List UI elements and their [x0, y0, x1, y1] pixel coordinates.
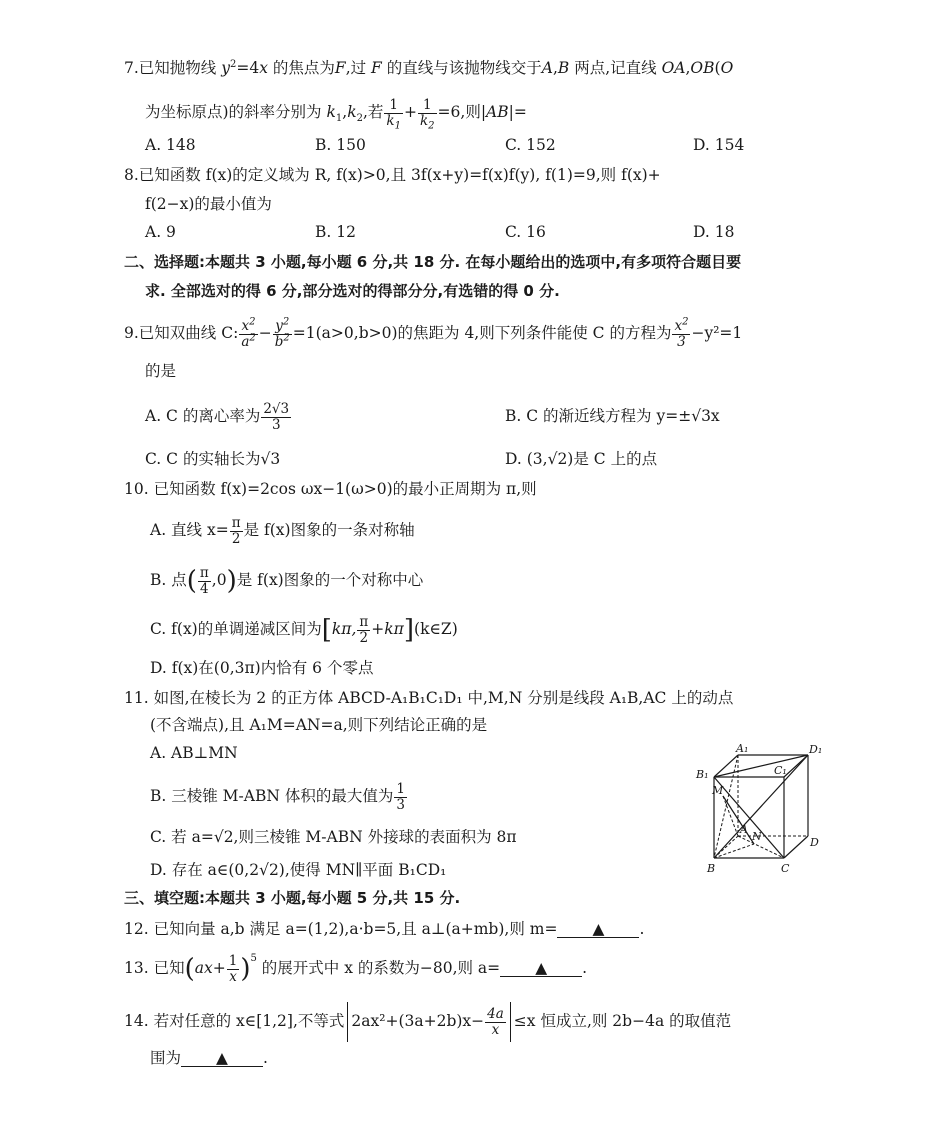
q7-number: 7.	[124, 59, 139, 77]
q9-frac-x3	[672, 316, 690, 350]
q7-var-x: x	[259, 59, 268, 77]
q8-option-c: C. 16	[505, 223, 546, 241]
q7-var-f2: F	[371, 59, 382, 77]
q9-minus: −	[258, 324, 272, 342]
section-3-heading: 三、填空题:本题共 3 小题,每小题 5 分,共 15 分.	[124, 889, 461, 907]
q9-line2: 的是	[145, 362, 177, 380]
q7-frac-2-sub: 2	[428, 120, 435, 132]
q7-exp: 2	[230, 58, 237, 70]
q10-option-a-text-b: 是 f(x)图象的一条对称轴	[243, 521, 415, 539]
q10-option-c-text-b: (k∈Z)	[414, 620, 458, 638]
q10-option-b-frac	[198, 566, 211, 597]
label-b1: B₁	[696, 768, 709, 781]
q8-option-a: A. 9	[145, 223, 176, 241]
q7-comma: ,	[552, 59, 558, 77]
label-a1: A₁	[736, 742, 749, 755]
q11-line1: 11. 如图,在棱长为 2 的正方体 ABCD-A₁B₁C₁D₁ 中,M,N 分别是线段 A₁B,AC 上的动点	[124, 689, 734, 707]
q11-option-b-frac	[394, 782, 407, 813]
q7-k2-sub: 2	[356, 113, 363, 125]
q14-abs-right	[510, 1002, 511, 1042]
q11-option-c: C. 若 a=√2,则三棱锥 M-ABN 外接球的表面积为 8π	[150, 828, 517, 846]
q12-text: 12. 已知向量 a,b 满足 a=(1,2),a·b=5,且 a⊥(a+mb),则 m=	[124, 920, 558, 938]
label-m: M	[712, 784, 724, 797]
q13-exp: 5	[250, 953, 257, 964]
q9-frac-x3-den: 3	[677, 333, 686, 350]
q11-option-b	[150, 776, 408, 816]
q10-option-a-num: π	[231, 514, 241, 531]
q9-line1	[124, 313, 742, 353]
q14-inner: 2ax²+(3a+2b)x−	[351, 1012, 485, 1030]
q9-option-d: D. (3,√2)是 C 上的点	[505, 450, 658, 468]
q7-option-d: D. 154	[693, 136, 745, 154]
q9-a: a	[241, 333, 250, 350]
q11-option-b-text: B. 三棱锥 M-ABN 体积的最大值为	[150, 787, 394, 805]
q8-option-d: D. 18	[693, 223, 735, 241]
triangle-icon: ▲	[592, 920, 605, 938]
q7-text-6: 两点,记直线	[569, 59, 662, 77]
q10-option-a-frac	[230, 516, 243, 547]
q9-text-mid: =1(a>0,b>0)的焦距为 4,则下列条件能使 C 的方程为	[292, 324, 672, 342]
q13-answer-blank[interactable]	[500, 960, 582, 977]
q7-k1-sub: 1	[335, 113, 343, 125]
label-d: D	[810, 836, 819, 849]
q14-frac-den: x	[491, 1021, 500, 1038]
q10-option-c-kpi2: +kπ	[371, 620, 404, 638]
q8-line2: f(2−x)的最小值为	[145, 195, 272, 213]
q14-text-a: 14. 若对任意的 x∈[1,2],不等式	[124, 1012, 345, 1030]
q9-option-a-frac	[261, 402, 291, 433]
label-c: C	[781, 862, 790, 875]
q10-option-b-lparen: (	[186, 566, 197, 596]
q7-line2-text-c: =6,则|	[437, 103, 487, 121]
q7-text-4: ,过	[345, 59, 372, 77]
q9-frac-x-den	[239, 332, 257, 350]
q11-option-b-num: 1	[396, 780, 405, 797]
q7-var-y: y	[221, 59, 230, 77]
q9-frac-y-den	[273, 332, 292, 350]
label-n: N	[752, 830, 762, 843]
q7-option-a: A. 148	[145, 136, 196, 154]
label-d1: D₁	[809, 743, 823, 756]
label-a: A	[740, 823, 748, 836]
q9-b-exp: 2	[283, 332, 290, 343]
q14-end: .	[263, 1049, 268, 1067]
q14-frac-num: 4a	[487, 1005, 504, 1022]
q9-frac-x	[239, 316, 257, 350]
q9-option-a-text: A. C 的离心率为	[145, 407, 261, 425]
triangle-icon: ▲	[535, 959, 548, 977]
q10-option-d: D. f(x)在(0,3π)内恰有 6 个零点	[150, 659, 374, 677]
q14-line1	[124, 1000, 731, 1042]
q11-option-b-den: 3	[396, 796, 405, 813]
q7-frac-1-num: 1	[384, 98, 403, 114]
q13-lparen: (	[184, 954, 195, 984]
q13-text-a: 13. 已知	[124, 959, 185, 977]
q8-option-b: B. 12	[315, 223, 356, 241]
q7-text-2: =4	[236, 59, 260, 77]
q12-answer-blank[interactable]	[557, 921, 639, 938]
q14-frac	[485, 1007, 506, 1038]
q14-line2	[150, 1047, 268, 1069]
q7-plus: +	[403, 103, 417, 121]
q11-line2: (不含端点),且 A₁M=AN=a,则下列结论正确的是	[150, 716, 488, 734]
triangle-icon: ▲	[216, 1049, 228, 1067]
q10-option-c-num: π	[359, 613, 369, 630]
q7-line2: 为坐标原点)的斜率分别为 $k_1,k_2$,若 $\frac{1}{k_1}$ + $\frac{1}{k_2}$ =6,则|AB|=	[145, 96, 527, 132]
cube-figure	[690, 740, 830, 880]
q7-var-f1: F	[334, 59, 346, 77]
q9-x3-exp: 2	[682, 316, 689, 327]
q10-option-a	[150, 510, 415, 550]
q13-end: .	[582, 959, 588, 977]
q9-frac-x3-num	[672, 316, 690, 335]
q7-line2-text-a: 为坐标原点)的斜率分别为	[145, 103, 327, 121]
q7-frac-2-k: k	[419, 112, 429, 129]
q14-line2-text: 围为	[150, 1049, 182, 1067]
q13-text-b: 的展开式中 x 的系数为−80,则 a=	[256, 959, 501, 977]
q7-frac-2	[418, 96, 437, 132]
q7-option-c: C. 152	[505, 136, 556, 154]
label-c1: C₁	[774, 764, 787, 777]
q7-var-ob: OB	[690, 59, 715, 77]
section-2-heading: 二、选择题:本题共 3 小题,每小题 6 分,共 18 分. 在每小题给出的选项中,有多项符合题目要	[124, 253, 742, 271]
q13-frac-den: x	[229, 968, 237, 985]
q13-frac	[227, 954, 240, 985]
q7-var-o: O	[720, 59, 734, 77]
q9-frac-y	[273, 316, 292, 350]
q11-option-a: A. AB⊥MN	[150, 744, 238, 762]
q9-text-tail: −y²=1	[691, 324, 743, 342]
q7-line2-text-b: ,若	[362, 103, 384, 121]
q9-y-exp: 2	[282, 316, 290, 327]
q10-option-a-den: 2	[231, 530, 241, 547]
q9-x3: x	[674, 317, 683, 334]
q13-frac-num: 1	[228, 952, 238, 969]
q10-line1: 10. 已知函数 f(x)=2cos ωx−1(ω>0)的最小正周期为 π,则	[124, 480, 537, 498]
hidden-a1-b	[714, 755, 738, 858]
label-b: B	[707, 862, 716, 875]
q9-option-a-num: 2√3	[263, 400, 290, 417]
q10-option-b-den: 4	[200, 580, 209, 597]
q10-option-b	[150, 560, 423, 600]
q7-text-3: 的焦点为	[267, 59, 335, 77]
q13-ax: ax+	[194, 959, 226, 977]
q7-frac-2-num: 1	[418, 98, 437, 114]
q10-option-c-kpi: kπ,	[331, 620, 357, 638]
q13-line	[124, 948, 587, 988]
q7-k2: k	[347, 103, 357, 121]
q7-frac-1	[384, 96, 403, 132]
q12-line	[124, 918, 644, 940]
q10-option-b-num: π	[199, 564, 209, 581]
q14-text-b: ≤x 恒成立,则 2b−4a 的取值范	[513, 1012, 732, 1030]
q7-comma-2: ,	[685, 59, 691, 77]
q12-end: .	[639, 920, 645, 938]
q11-option-d: D. 存在 a∈(0,2√2),使得 MN∥平面 B₁CD₁	[150, 861, 447, 879]
q7-frac-1-k: k	[386, 112, 395, 129]
q10-option-b-zero: ,0	[211, 571, 227, 589]
q9-x: x	[241, 317, 250, 334]
q7-k1: k	[326, 103, 336, 121]
q9-option-b: B. C 的渐近线方程为 y=±√3x	[505, 407, 720, 425]
q9-option-c: C. C 的实轴长为√3	[145, 450, 281, 468]
q7-line2-text-d: |=	[508, 103, 527, 121]
q7-frac-1-den	[384, 112, 403, 132]
q9-text-a: 9.已知双曲线 C:	[124, 324, 239, 342]
q9-option-a-den: 3	[271, 416, 281, 433]
line-b1-d1	[714, 755, 808, 777]
q7-var-oa: OA	[661, 59, 686, 77]
q9-a-exp: 2	[249, 332, 256, 343]
q9-y: y	[275, 317, 283, 334]
q10-option-c	[150, 609, 458, 649]
q7-text-5: 的直线与该抛物线交于	[381, 59, 542, 77]
section-2-heading-cont: 求. 全部选对的得 6 分,部分选对的得部分分,有选错的得 0 分.	[145, 282, 560, 300]
q9-b: b	[274, 333, 284, 350]
edge-c-d	[784, 836, 808, 858]
q9-x-exp: 2	[249, 316, 256, 327]
q7-frac-1-sub: 1	[394, 120, 401, 132]
q10-option-c-frac	[357, 615, 370, 646]
q7-var-a: A	[541, 59, 553, 77]
q7-paren: (	[714, 59, 721, 77]
q9-option-a	[145, 396, 292, 436]
q10-option-c-den: 2	[359, 629, 369, 646]
q10-option-b-text-b: 是 f(x)图象的一个对称中心	[236, 571, 424, 589]
q7-line1	[124, 57, 733, 79]
q7-option-b: B. 150	[315, 136, 366, 154]
q7-text-1: 已知抛物线	[138, 59, 222, 77]
q10-option-c-lbracket: [	[321, 615, 332, 645]
q8-line1: 8.已知函数 f(x)的定义域为 R, f(x)>0,且 3f(x+y)=f(x)f(y), f(1)=9,则 f(x)+	[124, 166, 661, 184]
q10-option-c-text-a: C. f(x)的单调递减区间为	[150, 620, 322, 638]
q10-option-b-text-a: B. 点	[150, 571, 187, 589]
q10-option-a-text-a: A. 直线 x=	[150, 521, 229, 539]
q10-option-b-rparen: )	[226, 566, 237, 596]
q13-rparen: )	[240, 954, 251, 984]
q10-option-c-rbracket: ]	[403, 615, 415, 645]
q7-frac-2-den	[418, 112, 437, 132]
q7-ab: AB	[486, 103, 509, 121]
q7-var-b: B	[557, 59, 570, 77]
q14-answer-blank[interactable]	[181, 1050, 263, 1067]
q14-abs-left	[347, 1002, 348, 1042]
